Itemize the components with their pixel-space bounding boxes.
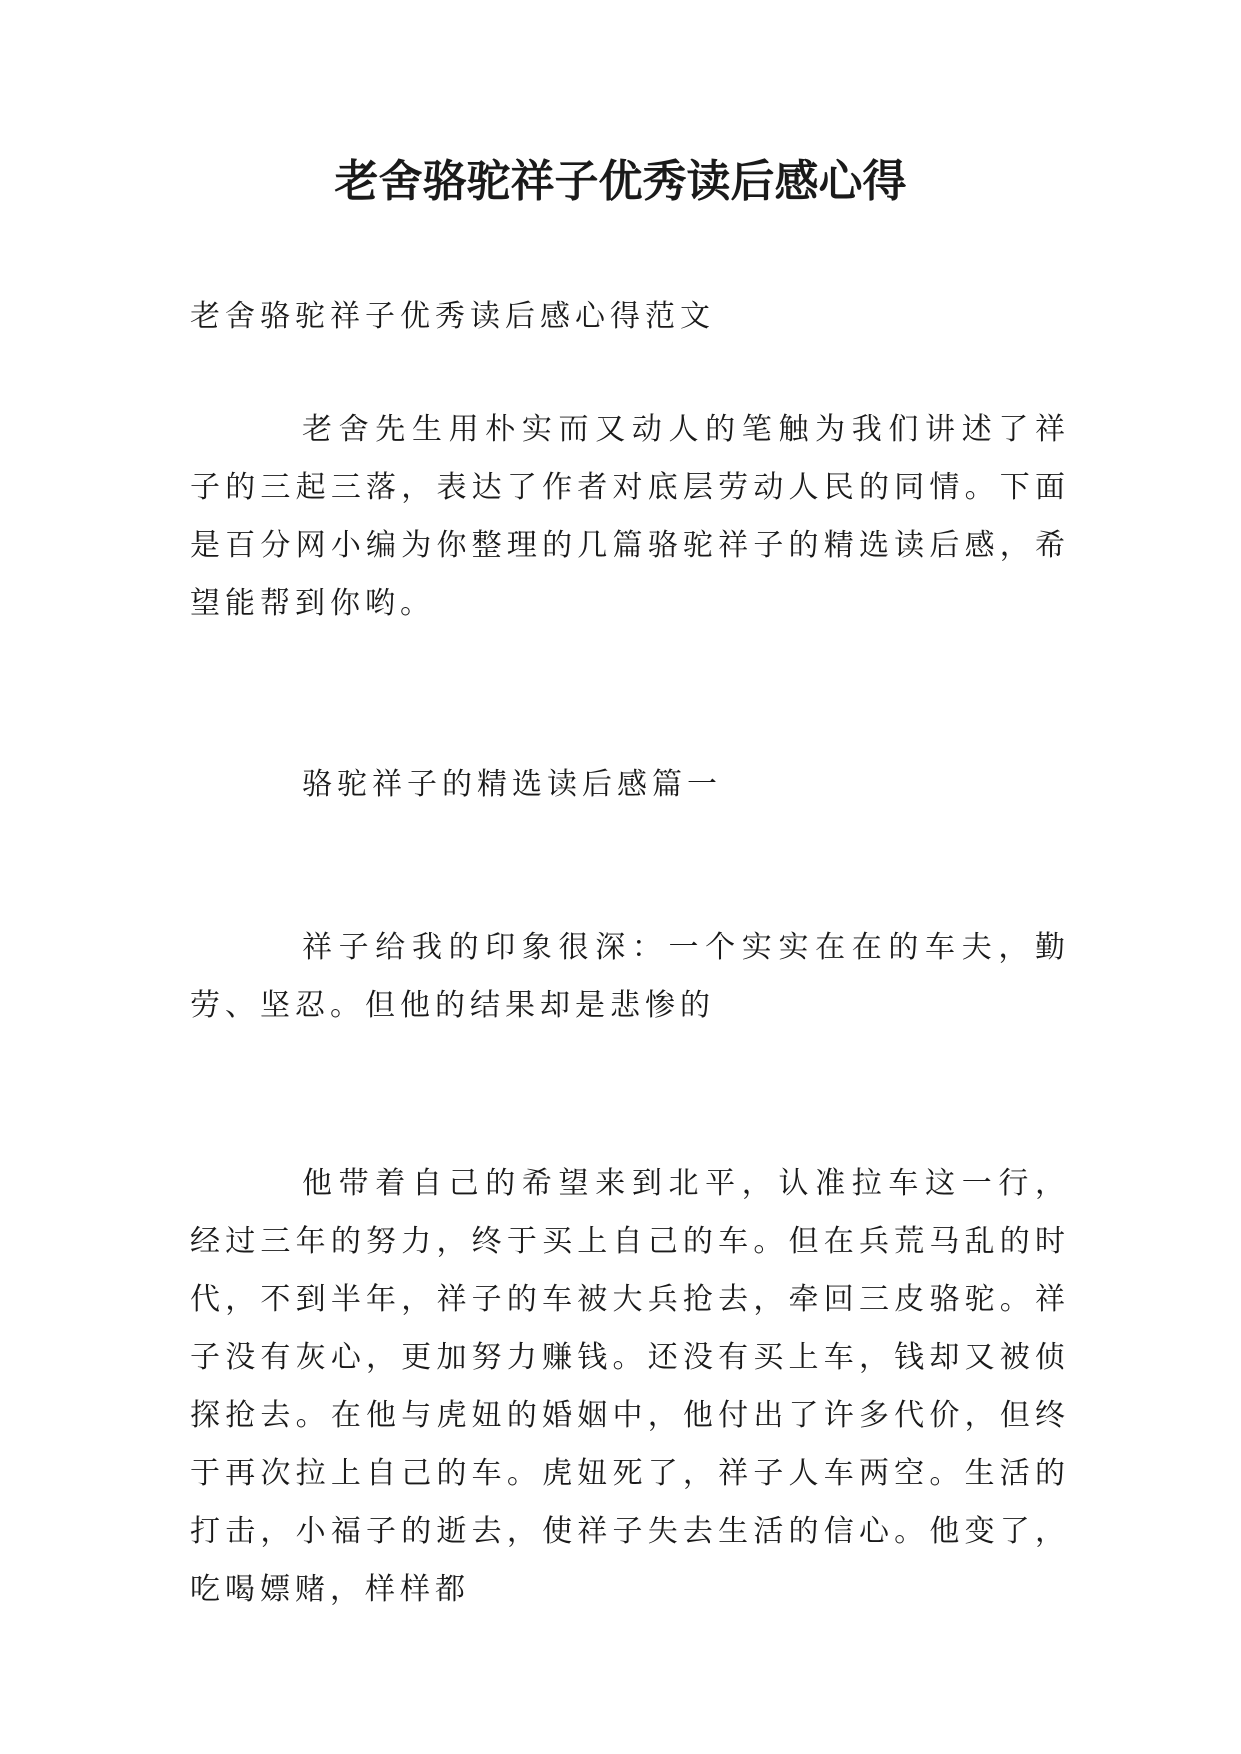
document-subtitle: 老舍骆驼祥子优秀读后感心得范文 xyxy=(190,299,715,334)
body-paragraph-1: 祥子给我的印象很深：一个实实在在的车夫，勤劳、坚忍。但他的结果却是悲惨的 xyxy=(190,930,1070,1023)
body-paragraph-2: 他带着自己的希望来到北平，认准拉车这一行，经过三年的努力，终于买上自己的车。但在兵荒马乱的时代，不到半年，祥子的车被大兵抢去，牵回三皮骆驼。祥子没有灰心，更加努力赚钱。还没有买上车，钱却又被侦探抢去。在他与虎妞的婚姻中，他付出了许多代价，但终于再次拉上自己的车。虎妞死了，祥子人车两空。生活的打击，小福子的逝去，使祥子失去生活的信心。他变了，吃喝嫖赌，样样都 xyxy=(190,1166,1070,1607)
document-title: 老舍骆驼祥子优秀读后感心得 xyxy=(334,156,907,207)
section-heading: 骆驼祥子的精选读后感篇一 xyxy=(302,767,722,802)
intro-paragraph: 老舍先生用朴实而又动人的笔触为我们讲述了祥子的三起三落，表达了作者对底层劳动人民的同情。下面是百分网小编为你整理的几篇骆驼祥子的精选读后感，希望能帮到你哟。 xyxy=(190,412,1070,621)
